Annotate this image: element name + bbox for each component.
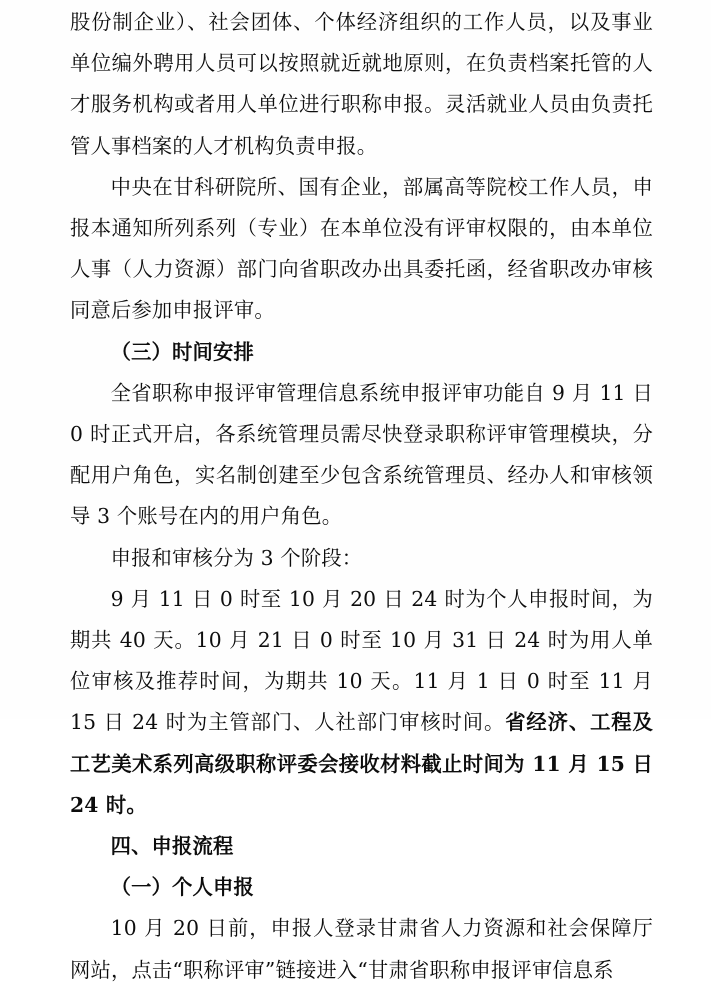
paragraph-system-opening: 全省职称申报评审管理信息系统申报评审功能自 9 月 11 日 0 时正式开启，各系统管理员需尽快登录职称评审管理模块，分配用户角色，实名制创建至少包含系统管理员、经办人和审核领导 3 个账号在内的用户角色。: [70, 380, 653, 529]
stage-dates-regular-run: 9 月 11 日 0 时至 10 月 20 日 24 时为个人申报时间，为期共 40 天。10 月 21 日 0 时至 10 月 31 日 24 时为用人单位审核及推荐时间，为期共 10 天。11 月 1 日 0 时至 11 月 15 日 24 时为主管部门、人社部门审核时间。: [70, 586, 653, 735]
heading-three-time-arrangement: （三）时间安排: [110, 339, 254, 364]
paragraph-stage-dates: [70, 579, 653, 826]
document-body: [70, 0, 653, 991]
stage-dates-bold-run: 省经济、工程及工艺美术系列高级职称评委会接收材料截止时间为 11 月 15 日 24 时。: [70, 710, 653, 817]
heading-four-application-process: 四、申报流程: [110, 834, 234, 859]
paragraph-continued-scope: 股份制企业）、社会团体、个体经济组织的工作人员，以及事业单位编外聘用人员可以按照就近就地原则，在负责档案托管的人才服务机构或者用人单位进行职称申报。灵活就业人员由负责托管人事档案的人才机构负责申报。: [70, 10, 653, 158]
heading-one-personal-application: （一）个人申报: [110, 875, 254, 900]
paragraph-personal-login-steps: 10 月 20 日前，申报人登录甘肃省人力资源和社会保障厅网站，点击“职称评审”链接进入“甘肃省职称申报评审信息系: [70, 916, 653, 982]
paragraph-three-stages: 申报和审核分为 3 个阶段：: [110, 545, 363, 570]
paragraph-central-units: 中央在甘科研院所、国有企业，部属高等院校工作人员，申报本通知所列系列（专业）在本单位没有评审权限的，由本单位人事（人力资源）部门向省职改办出具委托函，经省职改办审核同意后参加申报评审。: [70, 174, 653, 323]
